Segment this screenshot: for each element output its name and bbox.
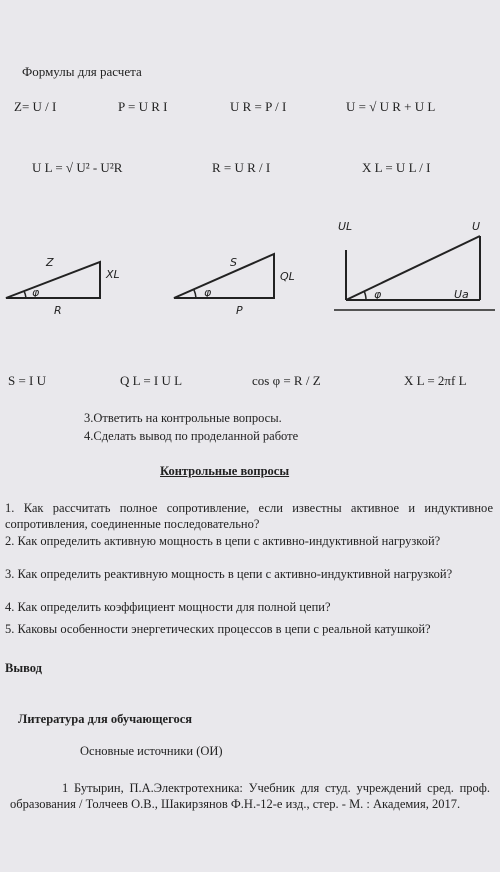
formula-ur: U R = P / I: [230, 99, 287, 114]
label-ql: QL: [280, 270, 295, 283]
label-z: Z: [46, 256, 54, 269]
formula-ql: Q L = I U L: [120, 373, 183, 388]
label-u: U: [472, 220, 481, 233]
label-s: S: [230, 256, 237, 269]
angle-phi-2: φ: [204, 286, 212, 299]
formula-xl-freq: X L = 2πf L: [404, 373, 467, 388]
power-triangle: [168, 240, 318, 320]
label-ua: Ua: [454, 288, 469, 301]
question-4: 4. Как определить коэффициент мощности для полной цепи?: [5, 600, 331, 614]
formula-p: P = U R I: [118, 99, 168, 114]
question-3: 3. Как определить реактивную мощность в цепи с активно-индуктивной нагрузкой?: [5, 567, 453, 581]
sources-title: Основные источники (ОИ): [80, 744, 223, 758]
formula-u: U = √ U R + U L: [346, 99, 436, 114]
formula-z: Z= U / I: [14, 99, 57, 114]
angle-phi-1: φ: [32, 286, 40, 299]
formula-cos: cos φ = R / Z: [252, 373, 321, 388]
literature-title: Литература для обучающегося: [18, 712, 193, 726]
formula-xl: X L = U L / I: [362, 160, 431, 175]
label-r: R: [54, 304, 62, 317]
voltage-triangle: [330, 218, 500, 318]
conclusion-label: Вывод: [5, 661, 42, 675]
label-ul: UL: [338, 220, 353, 233]
angle-phi-3: φ: [374, 288, 382, 301]
reference-1: 1 Бутырин, П.А.Электротехника: Учебник для студ. учреждений сред. проф. образования / Толчеев О.В., Шакирзянов Ф.Н.-12-е изд., стер. - М. : Академия, 2017.: [10, 781, 490, 811]
formula-s: S = I U: [8, 373, 47, 388]
questions-title: Контрольные вопросы: [160, 464, 290, 478]
label-p: P: [236, 304, 243, 317]
question-5: 5. Каковы особенности энергетических процессов в цепи с реальной катушкой?: [5, 622, 431, 636]
step-4: 4.Сделать вывод по проделанной работе: [84, 429, 299, 443]
impedance-triangle: [0, 240, 140, 320]
formula-r: R = U R / I: [212, 160, 271, 175]
formulas-heading: Формулы для расчета: [22, 64, 142, 79]
question-2: 2. Как определить активную мощность в цепи с активно-индуктивной нагрузкой?: [5, 534, 441, 548]
formula-ul: U L = √ U² - U²R: [32, 160, 123, 175]
question-1: 1. Как рассчитать полное сопротивление, если известны активное и индуктивное сопротивления, соединенные последовательно?: [5, 501, 493, 531]
label-xl: XL: [106, 268, 120, 281]
step-3: 3.Ответить на контрольные вопросы.: [84, 411, 282, 425]
